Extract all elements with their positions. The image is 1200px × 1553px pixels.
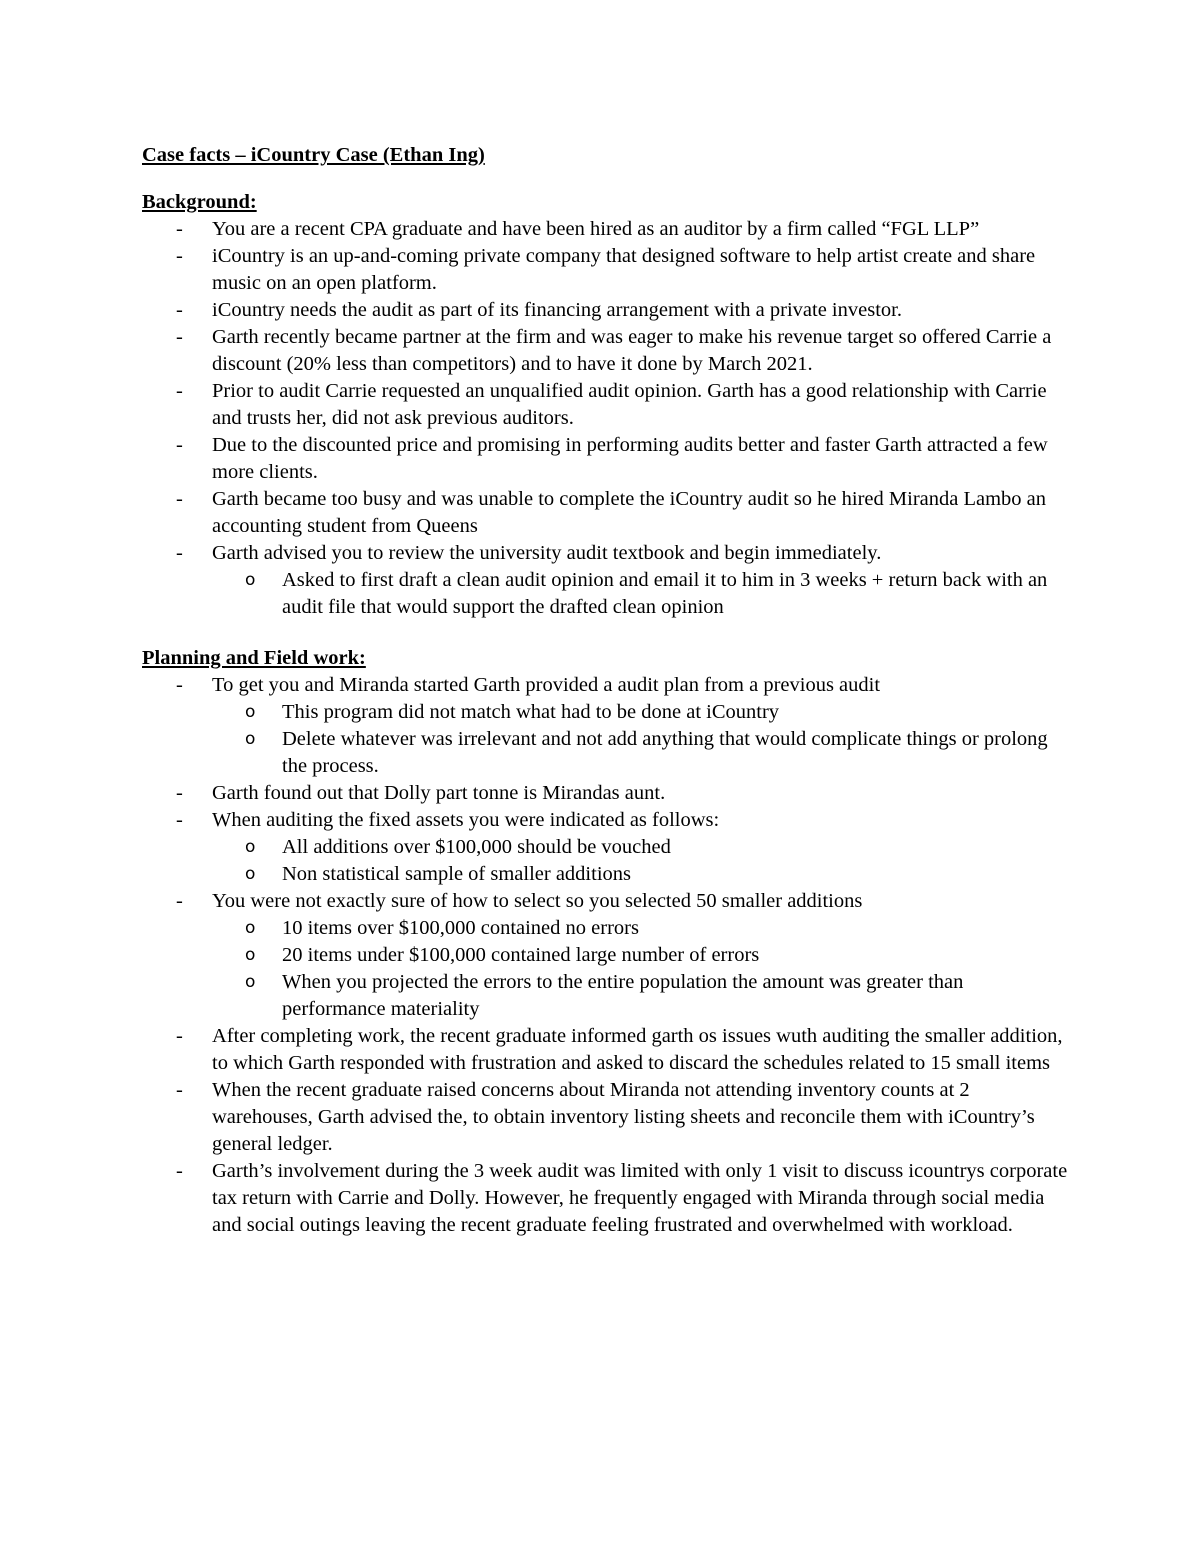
circle-bullet-icon: o [245, 570, 256, 590]
list-item [142, 432, 1072, 486]
list-item [142, 378, 1072, 432]
list-item [142, 807, 1072, 888]
sub-list-item [212, 942, 1072, 969]
list-item [142, 1077, 1072, 1158]
sub-list-item [212, 726, 1072, 780]
sub-bullet-list [212, 915, 1072, 1023]
dash-bullet-icon: - [176, 488, 183, 510]
dash-bullet-icon: - [176, 326, 183, 348]
list-item [142, 780, 1072, 807]
dash-bullet-icon: - [176, 1025, 183, 1047]
section-heading: Background: [142, 191, 257, 213]
dash-bullet-icon: - [176, 299, 183, 321]
list-item-text: iCountry is an up-and-coming private company that designed software to help artist create and share music on an open platform. [212, 245, 1036, 294]
document-page [142, 142, 1072, 1239]
bullet-list [142, 672, 1072, 1239]
section-background [142, 189, 1072, 621]
list-item-text: Garth recently became partner at the firm and was eager to make his revenue target so offered Carrie a discount (20% less than competitors) and to have it done by March 2021. [212, 326, 1052, 375]
sub-list-item [212, 834, 1072, 861]
sub-list-item-text: 10 items over $100,000 contained no errors [282, 917, 639, 939]
list-item [142, 297, 1072, 324]
dash-bullet-icon: - [176, 1160, 183, 1182]
dash-bullet-icon: - [176, 218, 183, 240]
section-heading: Planning and Field work: [142, 647, 366, 669]
circle-bullet-icon: o [245, 702, 256, 722]
list-item-text: Prior to audit Carrie requested an unqualified audit opinion. Garth has a good relationship with Carrie and trusts her, did not ask previous auditors. [212, 380, 1047, 429]
document-title: Case facts – iCountry Case (Ethan Ing) [142, 144, 485, 166]
sub-list-item-text: All additions over $100,000 should be vouched [282, 836, 671, 858]
sub-list-item-text: Delete whatever was irrelevant and not add anything that would complicate things or prolong the process. [282, 728, 1048, 777]
list-item-text: Garth’s involvement during the 3 week audit was limited with only 1 visit to discuss icountrys corporate tax return with Carrie and Dolly. However, he frequently engaged with Miranda through social media and social outings leaving the recent graduate feeling frustrated and overwhelmed with workload. [212, 1160, 1068, 1236]
list-item [142, 1023, 1072, 1077]
sub-list-item [212, 567, 1072, 621]
dash-bullet-icon: - [176, 542, 183, 564]
list-item [142, 672, 1072, 780]
circle-bullet-icon: o [245, 729, 256, 749]
dash-bullet-icon: - [176, 434, 183, 456]
sub-list-item-text: When you projected the errors to the entire population the amount was greater than performance materiality [282, 971, 964, 1020]
list-item-text: When auditing the fixed assets you were indicated as follows: [212, 809, 720, 831]
bullet-list [142, 216, 1072, 621]
sub-list-item-text: Asked to first draft a clean audit opinion and email it to him in 3 weeks + return back with an audit file that would support the drafted clean opinion [282, 569, 1048, 618]
list-item [142, 216, 1072, 243]
circle-bullet-icon: o [245, 837, 256, 857]
list-item [142, 324, 1072, 378]
list-item [142, 243, 1072, 297]
dash-bullet-icon: - [176, 674, 183, 696]
dash-bullet-icon: - [176, 782, 183, 804]
document-sections [142, 189, 1072, 1239]
list-item-text: iCountry needs the audit as part of its financing arrangement with a private investor. [212, 299, 902, 321]
section-planning-and-field-work [142, 645, 1072, 1239]
list-item [142, 1158, 1072, 1239]
dash-bullet-icon: - [176, 245, 183, 267]
dash-bullet-icon: - [176, 890, 183, 912]
list-item-text: Garth found out that Dolly part tonne is Mirandas aunt. [212, 782, 666, 804]
list-item-text: Garth advised you to review the university audit textbook and begin immediately. [212, 542, 882, 564]
circle-bullet-icon: o [245, 972, 256, 992]
sub-list-item-text: 20 items under $100,000 contained large number of errors [282, 944, 760, 966]
circle-bullet-icon: o [245, 918, 256, 938]
list-item-text: After completing work, the recent graduate informed garth os issues wuth auditing the smaller addition, to which Garth responded with frustration and asked to discard the schedules related to 15 small items [212, 1025, 1063, 1074]
list-item-text: Garth became too busy and was unable to complete the iCountry audit so he hired Miranda Lambo an accounting student from Queens [212, 488, 1047, 537]
sub-list-item-text: This program did not match what had to be done at iCountry [282, 701, 780, 723]
sub-bullet-list [212, 834, 1072, 888]
sub-bullet-list [212, 699, 1072, 780]
circle-bullet-icon: o [245, 864, 256, 884]
list-item-text: You are a recent CPA graduate and have been hired as an auditor by a firm called “FGL LLP” [212, 218, 980, 240]
sub-list-item [212, 861, 1072, 888]
list-item [142, 540, 1072, 621]
list-item-text: To get you and Miranda started Garth provided a audit plan from a previous audit [212, 674, 881, 696]
list-item-text: You were not exactly sure of how to select so you selected 50 smaller additions [212, 890, 863, 912]
sub-list-item [212, 969, 1072, 1023]
list-item-text: When the recent graduate raised concerns about Miranda not attending inventory counts at 2 warehouses, Garth advised the, to obtain inventory listing sheets and reconcile them with iCountry’s general ledger. [212, 1079, 1035, 1155]
list-item [142, 486, 1072, 540]
sub-list-item [212, 915, 1072, 942]
dash-bullet-icon: - [176, 809, 183, 831]
circle-bullet-icon: o [245, 945, 256, 965]
list-item [142, 888, 1072, 1023]
dash-bullet-icon: - [176, 1079, 183, 1101]
sub-list-item-text: Non statistical sample of smaller additions [282, 863, 632, 885]
dash-bullet-icon: - [176, 380, 183, 402]
sub-list-item [212, 699, 1072, 726]
sub-bullet-list [212, 567, 1072, 621]
list-item-text: Due to the discounted price and promising in performing audits better and faster Garth attracted a few more clients. [212, 434, 1048, 483]
